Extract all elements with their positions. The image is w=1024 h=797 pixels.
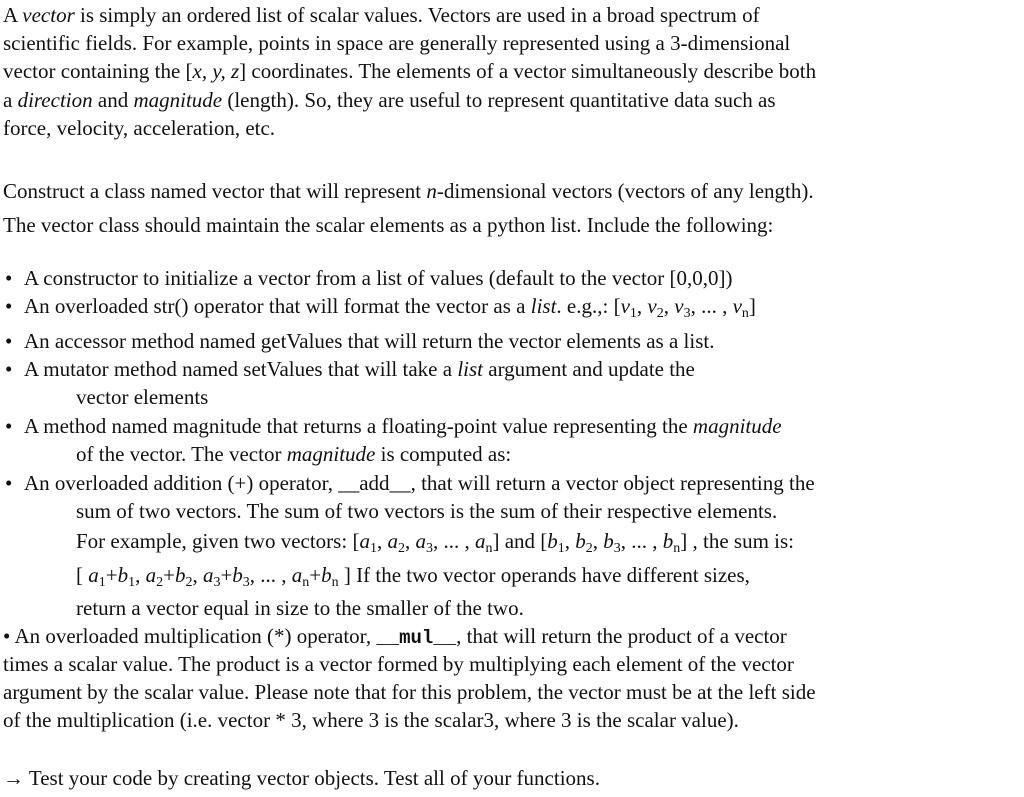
bullet-glyph: • [5, 357, 13, 381]
bullet-glyph: • [5, 329, 13, 353]
test-instruction: → Test your code by creating vector objects. Test all of your functions. [3, 766, 600, 790]
bullet-glyph: • [5, 414, 13, 438]
bullet-add-cont1: sum of two vectors. The sum of two vectors is the sum of their respective elements. [76, 499, 778, 523]
bullet-setvalues-cont: vector elements [76, 385, 209, 409]
para2-line1: Construct a class named vector that will represent n-dimensional vectors (vectors of any length). [3, 179, 814, 203]
bullet-mul-operator: • An overloaded multiplication (*) operator, __mul__, that will return the product of a vector [3, 624, 787, 649]
vector-a-formula: [$a_1$, $a_2$, $a_3$, ... , $a_n$] [352, 529, 500, 556]
arrow-icon: → [3, 766, 24, 790]
bullet-add-cont2: For example, given two vectors: [$a_1$, $a_2$, $a_3$, ... , $a_n$] and [$b_1$, $b_2$, $b_3$, ... , $b_n$] , the sum is: [76, 529, 795, 556]
vector-b-formula: [$b_1$, $b_2$, $b_3$, ... , $b_n$] [540, 529, 688, 556]
vector-format-formula: [$v_1$, $v_2$, $v_3$, ... , $v_n$] [613, 294, 756, 321]
bullet-add-cont3: [ $a_1+b_1$, $a_2+b_2$, $a_3+b_3$, ... , $a_n+b_n$ ] If the two vector operands have different sizes, [76, 563, 750, 590]
para1-line2: scientific fields. For example, points in space are generally represented using a 3-dimensional [3, 31, 791, 55]
bullet-magnitude-cont: of the vector. The vector magnitude is computed as: [76, 442, 512, 466]
bullet-glyph: • [5, 471, 13, 495]
bullet-mul-cont3: of the multiplication (i.e. vector * 3, where 3 is the scalar3, where 3 is the scalar value). [3, 708, 739, 732]
bullet-add-cont4: return a vector equal in size to the smaller of the two. [76, 596, 524, 620]
para1-line4: a direction and magnitude (length). So, they are useful to represent quantitative data such as [3, 88, 776, 112]
bullet-mul-cont1: times a scalar value. The product is a vector formed by multiplying each element of the vector [3, 652, 794, 676]
bullet-constructor: A constructor to initialize a vector from a list of values (default to the vector [0,0,0]) [24, 266, 733, 290]
bullet-mul-cont2: argument by the scalar value. Please note that for this problem, the vector must be at the left side [3, 680, 816, 704]
bullet-str-operator: An overloaded str() operator that will format the vector as a list. e.g.,: [$v_1$, $v_2$, $v_3$, ... , $v_n$] [24, 294, 756, 321]
bullet-glyph: • [5, 266, 13, 290]
bullet-magnitude: A method named magnitude that returns a floating-point value representing the magnitude [24, 414, 782, 438]
para1-line5: force, velocity, acceleration, etc. [3, 116, 276, 140]
bullet-glyph: • [5, 294, 13, 318]
para1-line3: vector containing the [x, y, z] coordinates. The elements of a vector simultaneously describe both [3, 59, 817, 83]
bullet-getvalues: An accessor method named getValues that will return the vector elements as a list. [24, 329, 715, 353]
bullet-setvalues: A mutator method named setValues that will take a list argument and update the [24, 357, 695, 381]
para1-line1: A vector is simply an ordered list of scalar values. Vectors are used in a broad spectrum of [3, 3, 760, 27]
vector-sum-formula: [ $a_1+b_1$, $a_2+b_2$, $a_3+b_3$, ... , $a_n+b_n$ [76, 563, 339, 590]
para2-line2: The vector class should maintain the scalar elements as a python list. Include the following: [3, 213, 774, 237]
bullet-add-operator: An overloaded addition (+) operator, __add__, that will return a vector object representing the [24, 471, 815, 495]
